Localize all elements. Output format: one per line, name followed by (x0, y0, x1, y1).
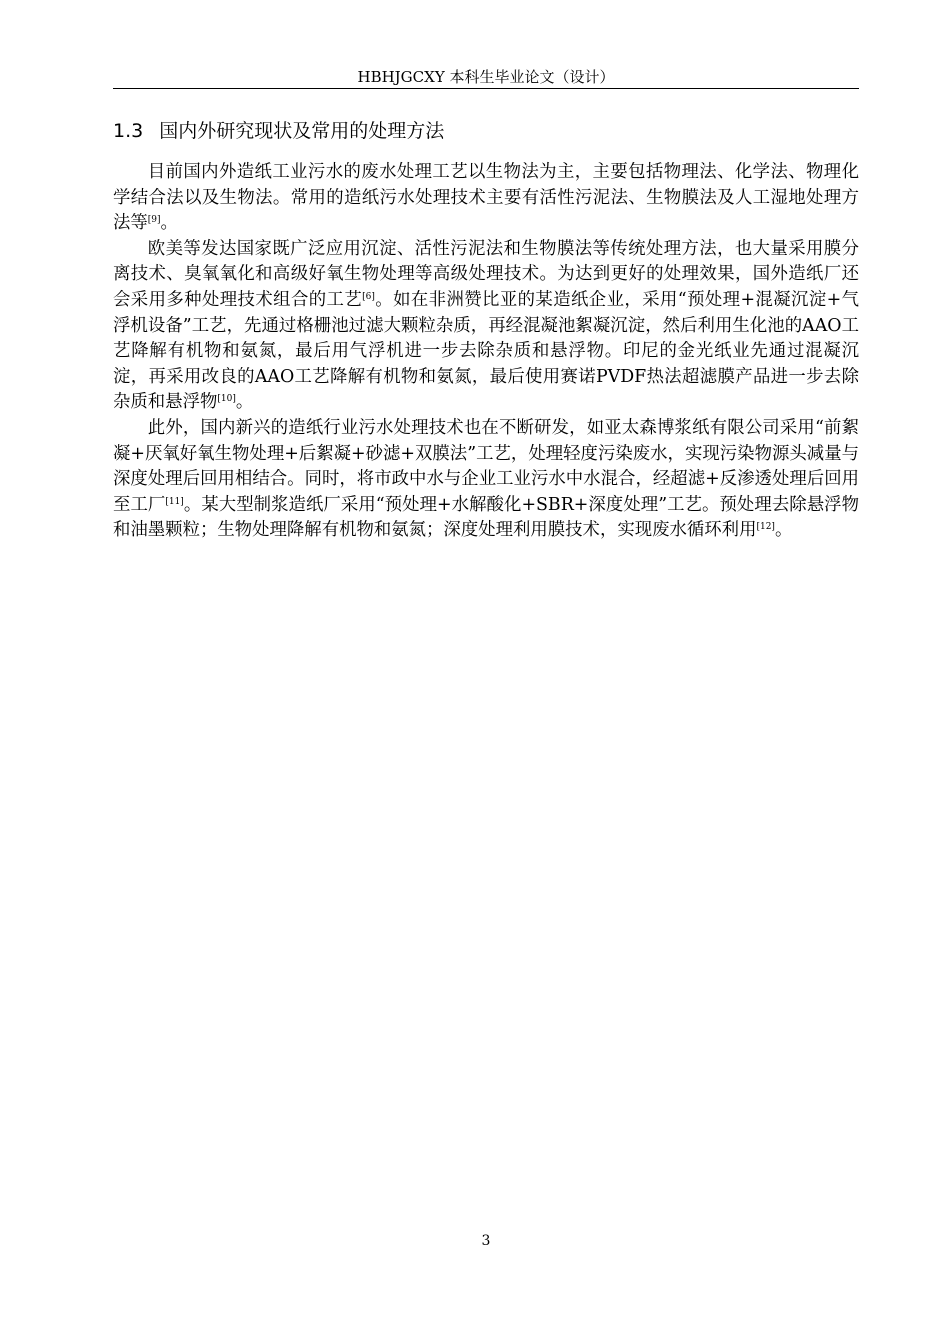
citation: [9] (147, 215, 161, 226)
citation: [11] (165, 496, 184, 507)
text-run: 欧美等发达国家既广泛应用沉淀、活性污泥法和生物膜法等传统处理方法，也大量采用膜分离技术、臭氧氧化和高级好氧生物处理等高级处理技术。为达到更好的处理效果，国外造纸厂还会采用多种处理技术组合的工艺 (113, 238, 859, 310)
section-heading (113, 119, 859, 143)
body-text (113, 160, 859, 544)
header-rule (113, 88, 859, 89)
text-run: 目前国内外造纸工业污水的废水处理工艺以生物法为主，主要包括物理法、化学法、物理化学结合法以及生物法。常用的造纸污水处理技术主要有活性污泥法、生物膜法及人工湿地处理方法等 (113, 162, 859, 234)
text-run: 。 (235, 392, 254, 413)
running-header: HBHJGCXY 本科生毕业论文（设计） (357, 68, 615, 86)
section-number: 1.3 (113, 120, 144, 142)
paragraph-1 (113, 160, 859, 237)
page-number: 3 (481, 1233, 491, 1249)
section-title: 国内外研究现状及常用的处理方法 (159, 120, 445, 142)
text-run: 。 (160, 213, 178, 234)
paragraph-2 (113, 237, 859, 416)
citation: [12] (756, 522, 775, 533)
text-run: 。 (774, 520, 793, 541)
paragraph-3 (113, 416, 859, 544)
text-run: 。如在非洲赞比亚的某造纸企业，采用“预处理+混凝沉淀+气浮机设备”工艺，先通过格栅池过滤大颗粒杂质，再经混凝池絮凝沉淀，然后利用生化池的AAO工艺降解有机物和氨氮，最后用气浮机进一步去除杂质和悬浮物。印尼的金光纸业先通过混凝沉淀，再采用改良的AAO工艺降解有机物和氨氮，最后使用赛诺PVDF热法超滤膜产品进一步去除杂质和悬浮物 (113, 289, 859, 413)
citation: [6] (362, 291, 375, 302)
citation: [10] (217, 394, 236, 405)
text-run: 。某大型制浆造纸厂采用“预处理+水解酸化+SBR+深度处理”工艺。预处理去除悬浮物和油墨颗粒；生物处理降解有机物和氨氮；深度处理利用膜技术，实现废水循环利用 (113, 494, 859, 541)
text-run: 此外，国内新兴的造纸行业污水处理技术也在不断研发，如亚太森博浆纸有限公司采用“前絮凝+厌氧好氧生物处理+后絮凝+砂滤+双膜法”工艺，处理轻度污染废水，实现污染物源头减量与深度处理后回用相结合。同时，将市政中水与企业工业污水中水混合，经超滤+反渗透处理后回用至工厂 (113, 417, 859, 515)
